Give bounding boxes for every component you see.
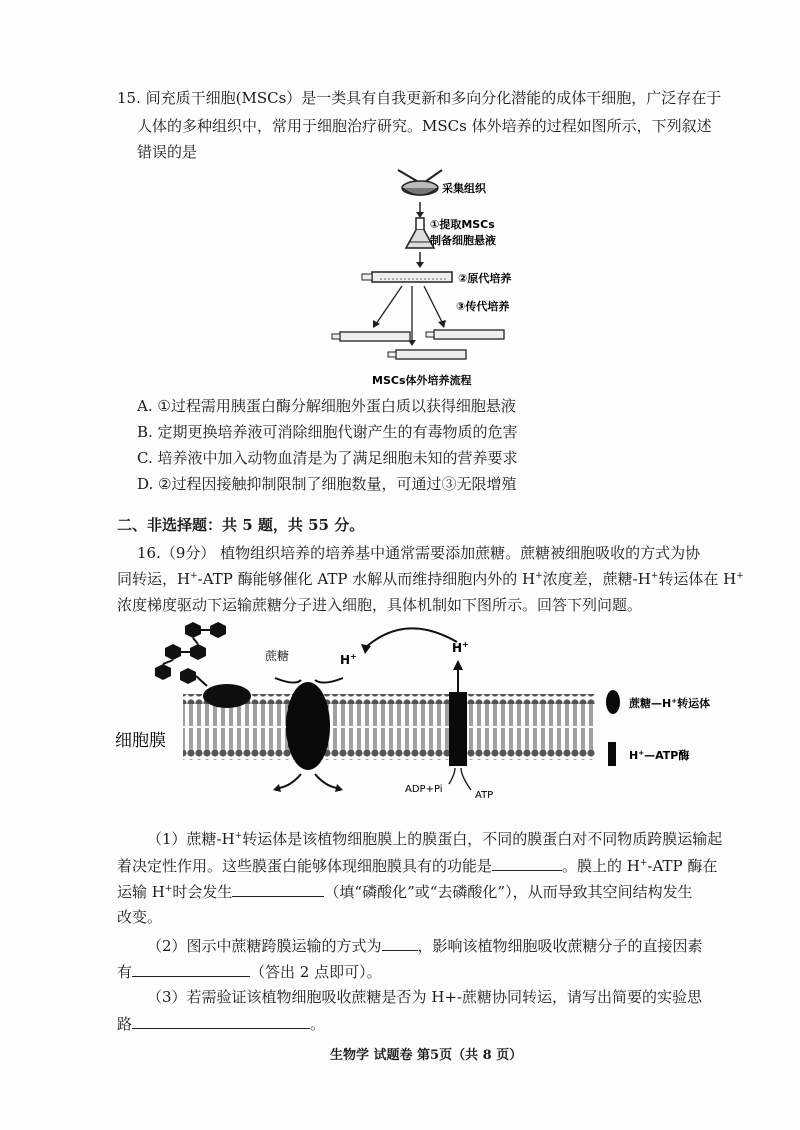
subculture-flask-bottom-icon [388,350,466,359]
sucrose-h-symporter [286,682,330,770]
h-ion-right-label: H+ [452,640,469,655]
legend-symporter-label: 蔗糖—H+转运体 [629,697,711,710]
sucrose-label: 蔗糖 [265,649,290,663]
subculture-flask-right-icon [426,330,504,339]
answer-blank-1[interactable] [492,854,562,871]
atp-label: ATP [475,790,494,801]
surface-protein [203,684,251,708]
step1a-label: ①提取MSCs [430,218,495,231]
membrane-label: 细胞膜 [115,731,166,751]
q15-stem-line1: 15. 间充质干细胞(MSCs）是一类具有自我更新和多向分化潜能的成体干细胞，广泛存在于 [117,89,722,107]
q16-part1-line3: 运输 H+时会发生 （填“磷酸化”或“去磷酸化”），从而导致其空间结构发生 [117,880,693,903]
diagram-caption: MSCs体外培养流程 [372,374,472,387]
step3-label: ③传代培养 [456,300,510,313]
q16-part3-line1: （3）若需验证该植物细胞吸收蔗糖是否为 H+-蔗糖协同转运，请写出简要的实验思 [147,988,703,1006]
q16-stem-line2: 同转运，H+-ATP 酶能够催化 ATP 水解从而维持细胞内外的 H+浓度差，蔗糖-H+转运体在 H+ [117,570,744,588]
q16-part2-line2: 有 （答出 2 点即可）。 [117,960,382,983]
legend-atpase-label: H+—ATP酶 [629,749,690,762]
q15-option-d: D. ②过程因接触抑制限制了细胞数量，可通过③无限增殖 [137,475,517,493]
section-2-heading: 二、非选择题：共 5 题，共 55 分。 [117,516,365,534]
q16-part1-line4: 改变。 [117,908,163,926]
step1b-label: 制备细胞悬液 [430,234,496,247]
q15-option-a: A. ①过程需用胰蛋白酶分解细胞外蛋白质以获得细胞悬液 [137,397,516,415]
q15-stem-line2: 人体的多种组织中，常用于细胞治疗研究。MSCs 体外培养的过程如图所示，下列叙述 [137,117,712,135]
answer-blank-5[interactable] [132,1012,310,1029]
answer-blank-2[interactable] [232,880,324,897]
legend-atpase-icon [608,742,616,766]
tissue-collection-icon [398,170,442,195]
subculture-flask-left-icon [332,332,410,341]
h-atpase-pump [449,692,467,766]
answer-blank-4[interactable] [132,960,250,977]
q15-option-c: C. 培养液中加入动物血清是为了满足细胞未知的营养要求 [137,449,518,467]
h-ion-left-label: H+ [340,652,357,667]
answer-blank-3[interactable] [382,934,418,951]
q16-part2-line1: （2）图示中蔗糖跨膜运输的方式为 ，影响该植物细胞吸收蔗糖分子的直接因素 [147,934,703,957]
q16-part3-line2: 路 。 [117,1012,325,1035]
q16-stem-line1: 16.（9分） 植物组织培养的培养基中通常需要添加蔗糖。蔗糖被细胞吸收的方式为协 [137,544,701,562]
q16-stem-line3: 浓度梯度驱动下运输蔗糖分子进入细胞，具体机制如下图所示。回答下列问题。 [117,596,643,614]
step2-label: ②原代培养 [458,272,512,285]
sucrose-molecules [155,622,226,686]
membrane-transport-diagram [115,618,755,808]
q15-option-b: B. 定期更换培养液可消除细胞代谢产生的有毒物质的危害 [137,423,518,441]
page-footer: 生物学 试题卷 第5页（共 8 页） [330,1048,523,1063]
q16-part1-line1: （1）蔗糖-H+转运体是该植物细胞膜上的膜蛋白，不同的膜蛋白对不同物质跨膜运输起 [147,830,723,848]
msc-culture-diagram [330,160,550,392]
legend-symporter-icon [606,690,620,714]
step0-label: 采集组织 [442,182,486,195]
q16-part1-line2: 着决定性作用。这些膜蛋白能够体现细胞膜具有的功能是 。膜上的 H+-ATP 酶在 [117,854,717,877]
adp-pi-label: ADP+Pi [405,784,443,795]
q15-stem-line3: 错误的是 [137,143,198,161]
primary-culture-flask-icon [362,272,452,282]
